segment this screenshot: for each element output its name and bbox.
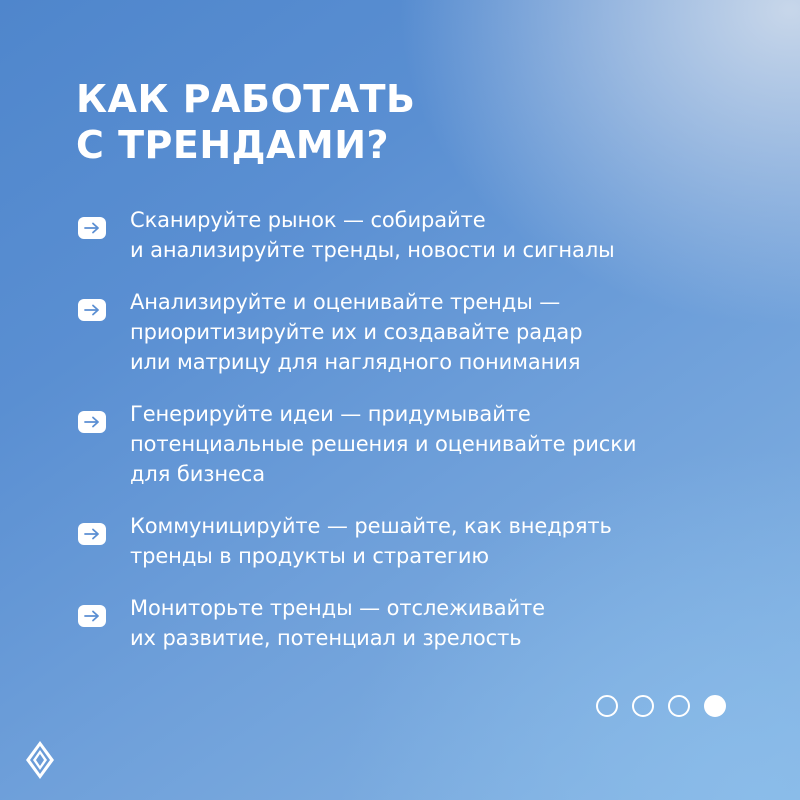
list-item <box>78 205 758 265</box>
pagination-dot-1[interactable] <box>596 695 618 717</box>
list-item-text: Сканируйте рынок — собирайте и анализируйте тренды, новости и сигналы <box>130 208 615 262</box>
list-item <box>78 593 758 653</box>
page-title <box>76 76 676 168</box>
arrow-right-icon <box>78 299 106 321</box>
arrow-right-icon <box>78 217 106 239</box>
pagination-dot-2[interactable] <box>632 695 654 717</box>
list-item-text: Коммуницируйте — решайте, как внедрять тренды в продукты и стратегию <box>130 514 612 568</box>
pagination-dots <box>596 695 726 717</box>
pagination-dot-3[interactable] <box>668 695 690 717</box>
arrow-right-icon <box>78 523 106 545</box>
title-line-2: С ТРЕНДАМИ? <box>76 123 390 167</box>
arrow-right-icon <box>78 605 106 627</box>
steps-list <box>78 205 758 675</box>
arrow-right-icon <box>78 411 106 433</box>
brand-logo-icon <box>24 740 56 780</box>
pagination-dot-4-active[interactable] <box>704 695 726 717</box>
list-item-text: Мониторьте тренды — отслеживайте их развитие, потенциал и зрелость <box>130 596 546 650</box>
list-item <box>78 399 758 489</box>
list-item-text: Анализируйте и оценивайте тренды — приоритизируйте их и создавайте радар или матрицу для наглядного понимания <box>130 290 583 374</box>
title-line-1: КАК РАБОТАТЬ <box>76 77 416 121</box>
list-item <box>78 511 758 571</box>
list-item <box>78 287 758 377</box>
list-item-text: Генерируйте идеи — придумывайте потенциальные решения и оценивайте риски для бизнеса <box>130 402 637 486</box>
